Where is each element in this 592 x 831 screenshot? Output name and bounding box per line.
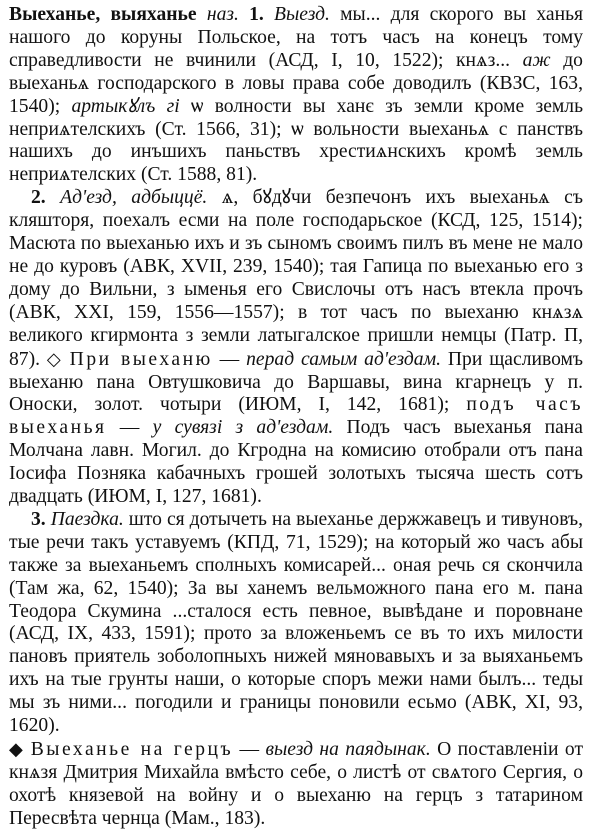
dash: — — [106, 417, 153, 439]
dash: — — [212, 348, 247, 370]
citation-text: до выеханьѧ господарского в ловы права собе доводилъ (КВЗС, 163, 1540); — [9, 49, 583, 117]
idiom-gloss: выезд на паядынак. — [265, 739, 431, 760]
idiom-phrase: Выеханье на герцъ — [30, 739, 234, 760]
idiom-paragraph — [9, 738, 583, 831]
citation-text: ѧ, бꙋдꙋчи безпечонъ ихъ выеханьѧ съ кляшторя, поехалъ есми на поле господарьское (КСД, 125, 1514); Масюта по выеханью ихъ и зъ сыномъ своимъ пилъ въ мене не мало не до куровъ (АВК, XVII, 239, 1540); тая Гапица по выеханью его з дому до Вильни, з ыменья его Свислочы отъ насъ втекла прочъ (АВК, XXI, 159, 1556—1557); в тот часъ по выеханю кнѧзѧ великого кгирмонта з земли латыгалское пришли немцы (Патр. П, 87). — [9, 187, 584, 370]
sense-number: 1. — [249, 4, 264, 25]
citation-text: ѡ волности вы ханє зъ земли кроме земль неприѧтелскихъ (Ст. 1566, 31); ѡ вольности выеханьѧ с панствъ нашихъ до инъшихъ паньствъ хрестиѧнскихъ кромѣ земль неприѧтелских (Ст. 1588, 81). — [9, 95, 584, 186]
citation-text: мы... для скорого вы ханья нашого до коруны Польское, на тотъ часъ на конецъ тому справедливости не вчинили (АСД, I, 10, 1522); кнѧз... — [9, 4, 584, 71]
sense-gloss: Выезд. — [274, 4, 330, 25]
phrase-gloss: у сувязі з ад'ездам. — [152, 417, 334, 439]
sense-gloss: Паездка. — [50, 508, 124, 530]
sense-number: 2. — [31, 187, 46, 209]
citation-italic: аж — [522, 49, 551, 71]
sense-gloss: Ад'езд, адбыццё. — [60, 187, 208, 209]
part-of-speech: наз. — [206, 4, 239, 25]
citation-text: О поставленіи от кнѧзя Дмитрия Михайла вмѣсто себе, о листѣ от свѧтого Сергия, о охотѣ князевой на войну и о выеханю на герцъ з татарином Пересвѣта чернца (Мам., 183). — [9, 739, 584, 829]
diamond-filled-icon: ◆ — [9, 739, 25, 759]
citation-italic: артыкꙋлъ гі — [71, 95, 180, 117]
headword: Выеханье, выяханье — [9, 4, 197, 25]
phrase-spaced: подъ часъ выеханья — [9, 394, 583, 439]
diamond-outline-icon: ◇ — [46, 348, 63, 369]
sense-3-paragraph — [9, 509, 583, 738]
phrase-spaced: При выеханю — [69, 348, 213, 370]
citation-text: што ся дотычеть на выеханье держжавецъ и тивуновъ, тые речи такъ уставуемъ (КПД, 71, 1529); на который жо часъ абы также за выеханьемъ сполныхъ комисарей... оная речь ся скончила (Там жа, 62, 1540); За вы ханемъ вельможного пана его м. пана Теодора Скумина ...сталося есть певное, вывѣдане и поровнане (АСД, IX, 433, 1591); прото за вложеньемъ се въ то ихъ милости пановъ приятель зоболопныхъ нижей мяновавыхъ и за выяханьемъ ихъ на тые грунты наши, о которые споръ межи нами былъ... теды мы зъ ними... погодили и границы поновили есьмо (АВК, XI, 93, 1620). — [9, 508, 583, 737]
sense-2-paragraph — [9, 187, 583, 509]
citation-text: При щасливомъ выеханю пана Овтушковича до Варшавы, вина кгарнецъ у п. Оноски, золот. чотыри (ИЮМ, I, 142, 1681); — [9, 348, 584, 416]
sense-1-paragraph — [9, 4, 583, 187]
dash: — — [233, 739, 266, 760]
phrase-gloss: перад самым ад'ездам. — [246, 348, 441, 370]
sense-number: 3. — [31, 508, 46, 530]
citation-text: Подъ часъ выеханья пана Молчана лавн. Могил. до Кгродна на комисию отобрали отъ пана Іосифа Позняка кабачныхъ грошей золотыхъ тысяча шесть сотъ двадцать (ИЮМ, I, 127, 1681). — [9, 417, 583, 508]
